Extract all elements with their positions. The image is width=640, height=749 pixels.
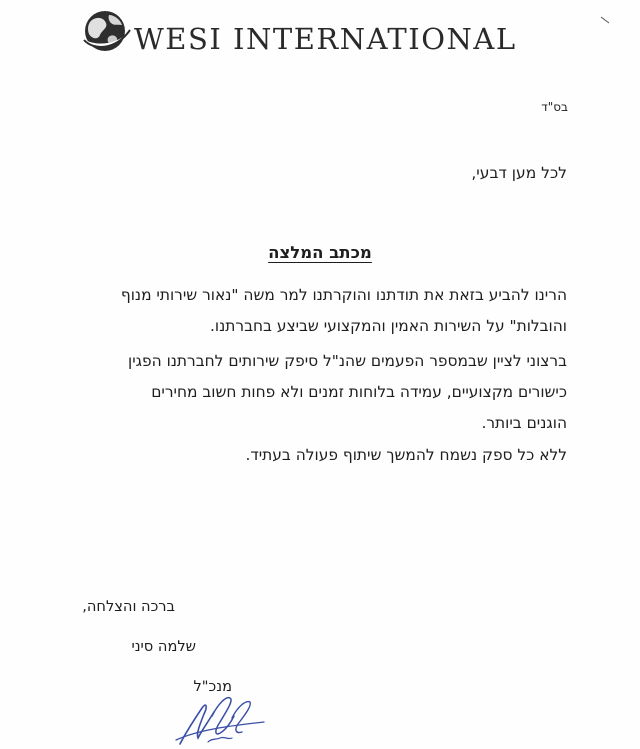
paragraph-future: ללא כל ספק נשמח להמשך שיתוף פעולה בעתיד.: [245, 446, 567, 464]
letter-subject: [0, 243, 640, 262]
bsd-header: בס"ד: [541, 100, 568, 114]
company-name: WESI INTERNATIONAL: [134, 22, 517, 56]
paragraph-praise: ברצוני לציין שבמספר הפעמים שהנ"ל סיפק שירותים לחברתנו הפגין כישורים מקצועיים, עמידה בלוחות זמנים ולא פחות חשוב מחירים הוגנים ביותר.: [128, 352, 567, 432]
signer-name: שלמה סיני: [131, 638, 196, 655]
salutation: לכל מען דבעי,: [471, 164, 567, 182]
scan-corner-mark: [600, 16, 610, 24]
closing-greeting: ברכה והצלחה,: [82, 598, 175, 615]
globe-swoosh-icon: [80, 6, 132, 56]
signer-title: מנכ"ל: [193, 678, 232, 695]
handwritten-signature: [172, 682, 268, 749]
paragraph-gratitude: הרינו להביע בזאת את תודתנו והוקרתנו למר משה "נאור שירותי מנוף והובלות" על השירות האמין והמקצועי שביצע בחברתנו.: [120, 286, 567, 335]
letter-subject-text: מכתב המלצה: [268, 243, 372, 262]
